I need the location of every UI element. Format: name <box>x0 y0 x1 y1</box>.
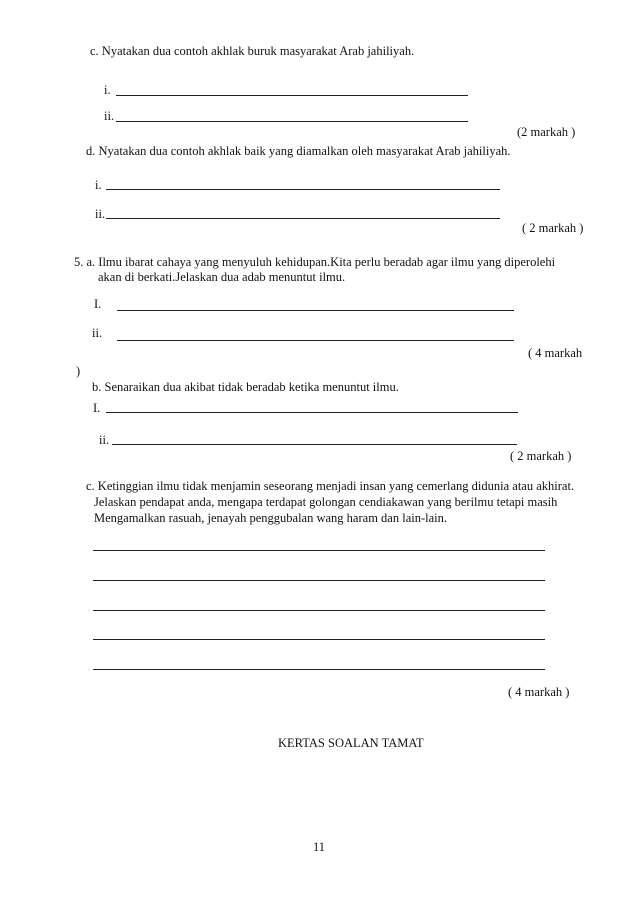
answer-label-i: i. <box>95 178 102 192</box>
answer-line[interactable] <box>106 412 518 413</box>
answer-line[interactable] <box>106 189 500 190</box>
question-5c-line3: Mengamalkan rasuah, jenayah penggubalan wang haram dan lain-lain. <box>94 511 447 525</box>
question-4d: d. Nyatakan dua contoh akhlak baik yang diamalkan oleh masyarakat Arab jahiliyah. <box>86 144 511 158</box>
question-4c: c. Nyatakan dua contoh akhlak buruk masyarakat Arab jahiliyah. <box>90 44 415 58</box>
answer-line[interactable] <box>93 669 545 670</box>
answer-line[interactable] <box>93 550 545 551</box>
answer-line[interactable] <box>93 639 545 640</box>
end-of-paper-text: KERTAS SOALAN TAMAT <box>278 736 424 750</box>
marks-close-paren: ) <box>76 364 81 378</box>
marks-label: ( 2 markah ) <box>510 449 572 463</box>
answer-line[interactable] <box>93 580 545 581</box>
answer-label-ii: ii. <box>104 109 115 123</box>
answer-label-i: I. <box>94 297 102 311</box>
answer-line[interactable] <box>93 610 545 611</box>
answer-line[interactable] <box>116 95 468 96</box>
question-5a: 5. a. Ilmu ibarat cahaya yang menyuluh kehidupan.Kita perlu beradab agar ilmu yang diperolehi <box>74 255 556 269</box>
answer-line[interactable] <box>116 121 468 122</box>
answer-label-i: I. <box>93 401 101 415</box>
marks-label: ( 2 markah ) <box>522 221 584 235</box>
page-number: 11 <box>313 840 326 854</box>
answer-line[interactable] <box>117 340 514 341</box>
answer-label-ii: ii. <box>95 207 106 221</box>
question-5a-continued: akan di berkati.Jelaskan dua adab menuntut ilmu. <box>98 270 346 284</box>
marks-label: ( 4 markah <box>528 346 583 360</box>
question-5c: c. Ketinggian ilmu tidak menjamin seseorang menjadi insan yang cemerlang didunia atau akhirat. <box>86 479 575 493</box>
answer-label-ii: ii. <box>99 433 110 447</box>
answer-label-ii: ii. <box>92 326 103 340</box>
question-5b: b. Senaraikan dua akibat tidak beradab ketika menuntut ilmu. <box>92 380 399 394</box>
answer-line[interactable] <box>117 310 514 311</box>
answer-line[interactable] <box>106 218 500 219</box>
marks-label: (2 markah ) <box>517 125 576 139</box>
answer-label-i: i. <box>104 83 111 97</box>
answer-line[interactable] <box>112 444 517 445</box>
marks-label: ( 4 markah ) <box>508 685 570 699</box>
question-5c-line2: Jelaskan pendapat anda, mengapa terdapat golongan cendiakawan yang berilmu tetapi masih <box>94 495 558 509</box>
